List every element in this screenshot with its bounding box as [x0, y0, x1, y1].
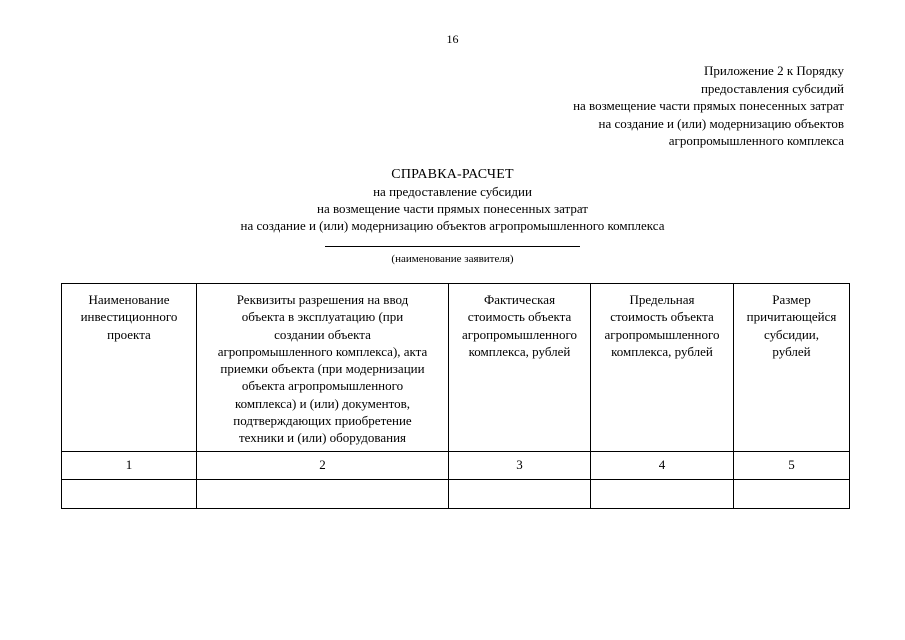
- header-permit-details: Реквизиты разрешения на ввод объекта в эксплуатацию (при создании объекта агропромышленного комплекса), акта приемки объекта (при модернизации объекта агропромышленного комплекса) и (или) документов, подтверждающих приобретение техники и (или) оборудования: [197, 284, 449, 452]
- header-max-cost: Предельная стоимость объекта агропромышленного комплекса, рублей: [591, 284, 734, 452]
- column-number: 3: [449, 451, 591, 479]
- document-title-line: на предоставление субсидии: [373, 184, 532, 199]
- table-cell: [591, 479, 734, 508]
- applicant-name-caption: (наименование заявителя): [391, 253, 514, 265]
- header-subsidy-amount: Размер причитающейся субсидии, рублей: [734, 284, 850, 452]
- applicant-name-line: [325, 246, 580, 247]
- page-number: 16: [446, 32, 459, 46]
- document-title-line: на создание и (или) модернизацию объектов агропромышленного комплекса: [240, 218, 665, 233]
- table-cell: [734, 479, 850, 508]
- column-number: 4: [591, 451, 734, 479]
- appendix-line: предоставления субсидий: [700, 80, 844, 96]
- header-investment-project: Наименование инвестиционного проекта: [62, 284, 197, 452]
- appendix-line: агропромышленного комплекса: [668, 133, 844, 148]
- table-cell: [197, 479, 449, 508]
- appendix-line: на создание и (или) модернизацию объектов: [598, 115, 844, 131]
- table-row: [62, 479, 850, 508]
- document-title: [0, 166, 905, 234]
- appendix-note: [573, 62, 844, 150]
- column-number-row: [62, 451, 850, 479]
- column-number: 5: [734, 451, 850, 479]
- column-number: 1: [62, 451, 197, 479]
- appendix-line: на возмещение части прямых понесенных затрат: [573, 98, 844, 113]
- table-header-row: [62, 284, 850, 452]
- table-cell: [62, 479, 197, 508]
- document-title-main: СПРАВКА-РАСЧЕТ: [391, 167, 514, 182]
- column-number: 2: [197, 451, 449, 479]
- document-title-line: на возмещение части прямых понесенных затрат: [317, 201, 588, 216]
- table-cell: [449, 479, 591, 508]
- header-actual-cost: Фактическая стоимость объекта агропромышленного комплекса, рублей: [449, 284, 591, 452]
- calculation-table: [61, 283, 850, 509]
- appendix-line: Приложение 2 к Порядку: [704, 63, 844, 78]
